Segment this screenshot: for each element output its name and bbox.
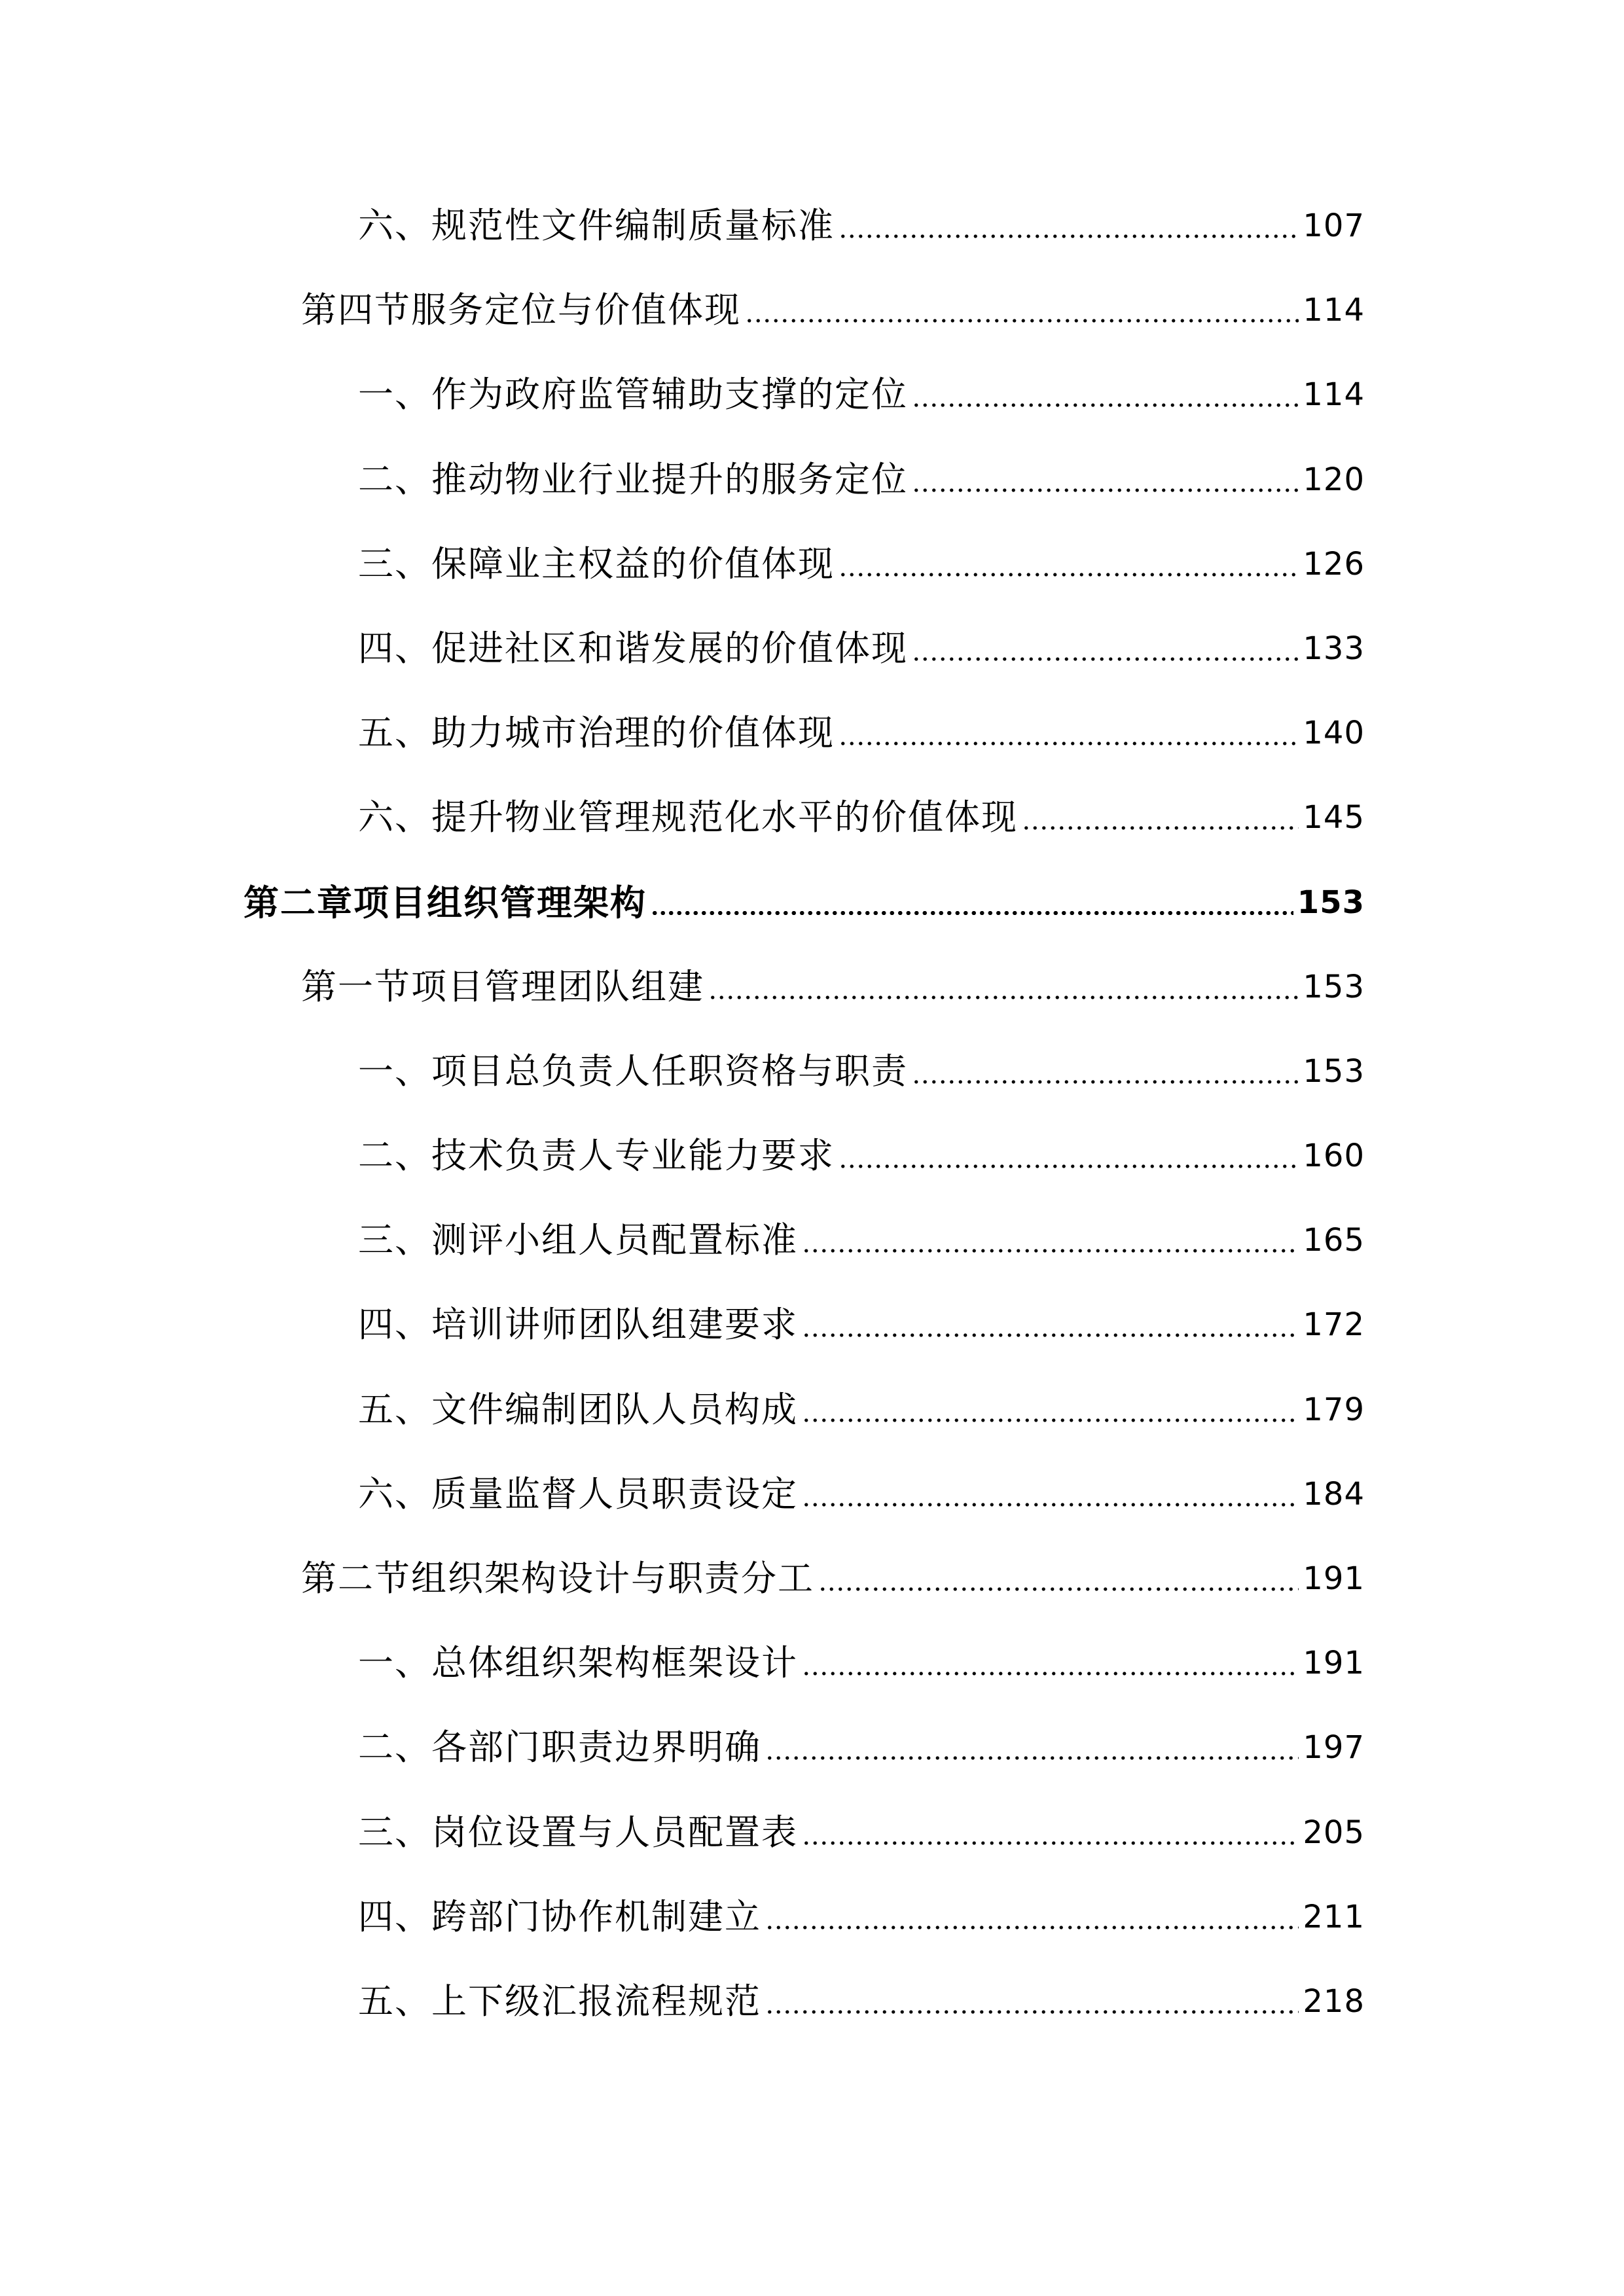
toc-entry[interactable] [0, 1217, 1624, 1302]
dot-leader [708, 964, 1299, 1010]
toc-entry[interactable] [0, 1979, 1624, 2063]
dot-leader [765, 1894, 1299, 1940]
toc-entry-title: 第二节组织架构设计与职责分工 [301, 1558, 814, 1599]
toc-entry-page: 114 [1303, 376, 1365, 414]
toc-entry-title: 五、文件编制团队人员构成 [358, 1388, 798, 1430]
toc-entry[interactable] [0, 1725, 1624, 1809]
dot-leader [839, 1133, 1299, 1179]
toc-entry[interactable] [0, 1049, 1624, 1133]
toc-entry-page: 153 [1297, 884, 1365, 921]
dot-leader [802, 1640, 1299, 1686]
toc-entry-page: 153 [1303, 968, 1365, 1005]
toc-entry-title: 六、规范性文件编制质量标准 [358, 205, 835, 246]
toc-entry[interactable] [0, 1471, 1624, 1556]
toc-entry-page: 160 [1303, 1138, 1365, 1175]
toc-entry-page: 133 [1303, 630, 1365, 667]
table-of-contents [0, 203, 1624, 2063]
toc-entry-page: 179 [1303, 1391, 1365, 1428]
toc-entry[interactable] [0, 372, 1624, 456]
toc-entry-page: 184 [1303, 1475, 1365, 1513]
dot-leader [765, 1725, 1299, 1770]
toc-entry[interactable] [0, 203, 1624, 287]
toc-entry-page: 172 [1303, 1306, 1365, 1344]
toc-entry-title: 三、保障业主权益的价值体现 [358, 543, 835, 584]
dot-leader [912, 1049, 1299, 1094]
toc-entry-page: 107 [1303, 207, 1365, 244]
dot-leader [1022, 795, 1299, 840]
toc-entry-title: 一、项目总负责人任职资格与职责 [358, 1050, 908, 1092]
toc-entry-title: 第二章项目组织管理架构 [244, 881, 647, 924]
dot-leader [802, 1302, 1299, 1348]
toc-entry[interactable] [0, 457, 1624, 541]
toc-entry-title: 五、助力城市治理的价值体现 [358, 712, 835, 754]
toc-entry-page: 205 [1303, 1814, 1365, 1851]
dot-leader [802, 1387, 1299, 1433]
toc-entry-chapter[interactable] [0, 880, 1624, 964]
dot-leader [745, 287, 1299, 333]
dot-leader [839, 710, 1299, 756]
toc-entry-page: 120 [1303, 461, 1365, 498]
dot-leader [912, 372, 1299, 418]
toc-entry-page: 140 [1303, 715, 1365, 752]
dot-leader [912, 457, 1299, 503]
toc-entry-title: 第一节项目管理团队组建 [301, 965, 704, 1007]
toc-entry-title: 第四节服务定位与价值体现 [301, 289, 741, 331]
toc-entry-page: 197 [1303, 1729, 1365, 1767]
toc-entry-title: 五、上下级汇报流程规范 [358, 1980, 761, 2022]
toc-entry-page: 153 [1303, 1052, 1365, 1090]
dot-leader [802, 1810, 1299, 1856]
dot-leader [839, 203, 1299, 249]
toc-entry[interactable] [0, 1810, 1624, 1894]
toc-entry[interactable] [0, 1387, 1624, 1471]
toc-entry[interactable] [0, 1894, 1624, 1979]
dot-leader [765, 1979, 1299, 2024]
toc-entry[interactable] [0, 626, 1624, 710]
toc-entry[interactable] [0, 1133, 1624, 1217]
toc-entry[interactable] [0, 541, 1624, 626]
dot-leader [839, 541, 1299, 587]
toc-entry-title: 二、技术负责人专业能力要求 [358, 1135, 835, 1177]
toc-entry[interactable] [0, 710, 1624, 795]
toc-entry-page: 191 [1303, 1560, 1365, 1597]
toc-entry[interactable] [0, 795, 1624, 879]
toc-entry-title: 三、岗位设置与人员配置表 [358, 1811, 798, 1853]
toc-entry-title: 三、测评小组人员配置标准 [358, 1219, 798, 1261]
toc-entry-page: 114 [1303, 292, 1365, 329]
toc-entry-page: 191 [1303, 1645, 1365, 1682]
toc-entry-title: 一、总体组织架构框架设计 [358, 1642, 798, 1684]
toc-entry-title: 六、质量监督人员职责设定 [358, 1473, 798, 1515]
toc-entry-section[interactable] [0, 1556, 1624, 1640]
toc-entry-title: 六、提升物业管理规范化水平的价值体现 [358, 797, 1018, 838]
dot-leader [912, 626, 1299, 672]
dot-leader [651, 880, 1293, 925]
toc-entry-title: 四、培训讲师团队组建要求 [358, 1304, 798, 1346]
toc-entry-title: 四、跨部门协作机制建立 [358, 1895, 761, 1937]
dot-leader [802, 1471, 1299, 1517]
toc-entry-section[interactable] [0, 964, 1624, 1049]
toc-entry-page: 218 [1303, 1982, 1365, 2020]
dot-leader [802, 1217, 1299, 1263]
toc-entry[interactable] [0, 1640, 1624, 1725]
dot-leader [818, 1556, 1299, 1602]
toc-entry-title: 二、推动物业行业提升的服务定位 [358, 458, 908, 500]
toc-entry-page: 145 [1303, 799, 1365, 836]
toc-entry-page: 211 [1303, 1898, 1365, 1935]
toc-entry-title: 四、促进社区和谐发展的价值体现 [358, 627, 908, 669]
toc-entry-page: 165 [1303, 1222, 1365, 1259]
toc-entry-title: 一、作为政府监管辅助支撑的定位 [358, 374, 908, 416]
toc-entry-title: 二、各部门职责边界明确 [358, 1727, 761, 1768]
toc-entry[interactable] [0, 1302, 1624, 1386]
toc-entry-section[interactable] [0, 287, 1624, 372]
toc-entry-page: 126 [1303, 545, 1365, 583]
